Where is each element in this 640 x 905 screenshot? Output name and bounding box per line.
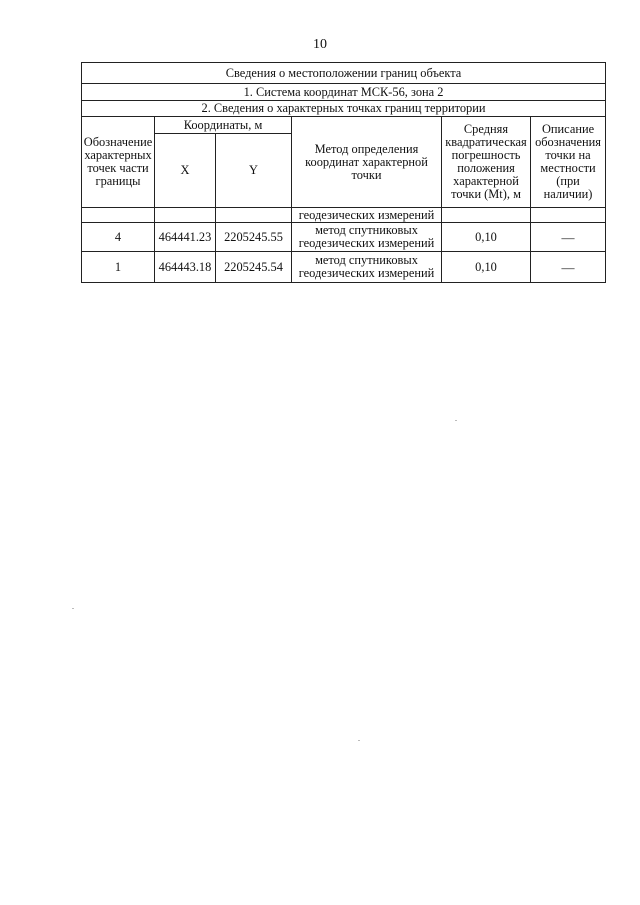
error-value: 0,10 [442, 252, 531, 283]
error-value: 0,10 [442, 223, 531, 252]
header-coordinates: Координаты, м [155, 117, 292, 134]
table-row [82, 223, 606, 252]
continuation-method: геодезических измерений [292, 208, 442, 223]
method-line-1: метод спутниковых [315, 253, 418, 267]
continuation-cell [531, 208, 606, 223]
continuation-cell [82, 208, 155, 223]
point-number: 4 [82, 223, 155, 252]
description-value: — [531, 223, 606, 252]
scan-speck [72, 608, 74, 609]
method-cell [292, 223, 442, 252]
boundary-table [81, 62, 606, 283]
continuation-cell [155, 208, 216, 223]
page-number: 10 [313, 37, 327, 52]
method-line-2: геодезических измерений [298, 236, 435, 250]
header-description: Описание обозначения точки на местности (при наличии) [531, 117, 606, 208]
continuation-cell [216, 208, 292, 223]
coord-x: 464443.18 [155, 252, 216, 283]
coord-x: 464441.23 [155, 223, 216, 252]
method-line-1: метод спутниковых [315, 223, 418, 237]
scan-speck [455, 420, 457, 421]
header-error: Средняя квадратическая погрешность положения характерной точки (Mt), м [442, 117, 531, 208]
description-value: — [531, 252, 606, 283]
method-cell [292, 252, 442, 283]
coordinate-system-row: 1. Система координат МСК-56, зона 2 [82, 84, 606, 101]
point-number: 1 [82, 252, 155, 283]
header-point-designation: Обозначение характерных точек части границы [82, 117, 155, 208]
scan-speck [358, 740, 360, 741]
header-x: X [155, 134, 216, 208]
header-method: Метод определения координат характерной точки [292, 117, 442, 208]
method-line-2: геодезических измерений [298, 266, 435, 280]
points-section-row: 2. Сведения о характерных точках границ территории [82, 101, 606, 117]
coord-y: 2205245.55 [216, 223, 292, 252]
coord-y: 2205245.54 [216, 252, 292, 283]
continuation-cell [442, 208, 531, 223]
table-row [82, 252, 606, 283]
table-title: Сведения о местоположении границ объекта [82, 63, 606, 84]
header-y: Y [216, 134, 292, 208]
